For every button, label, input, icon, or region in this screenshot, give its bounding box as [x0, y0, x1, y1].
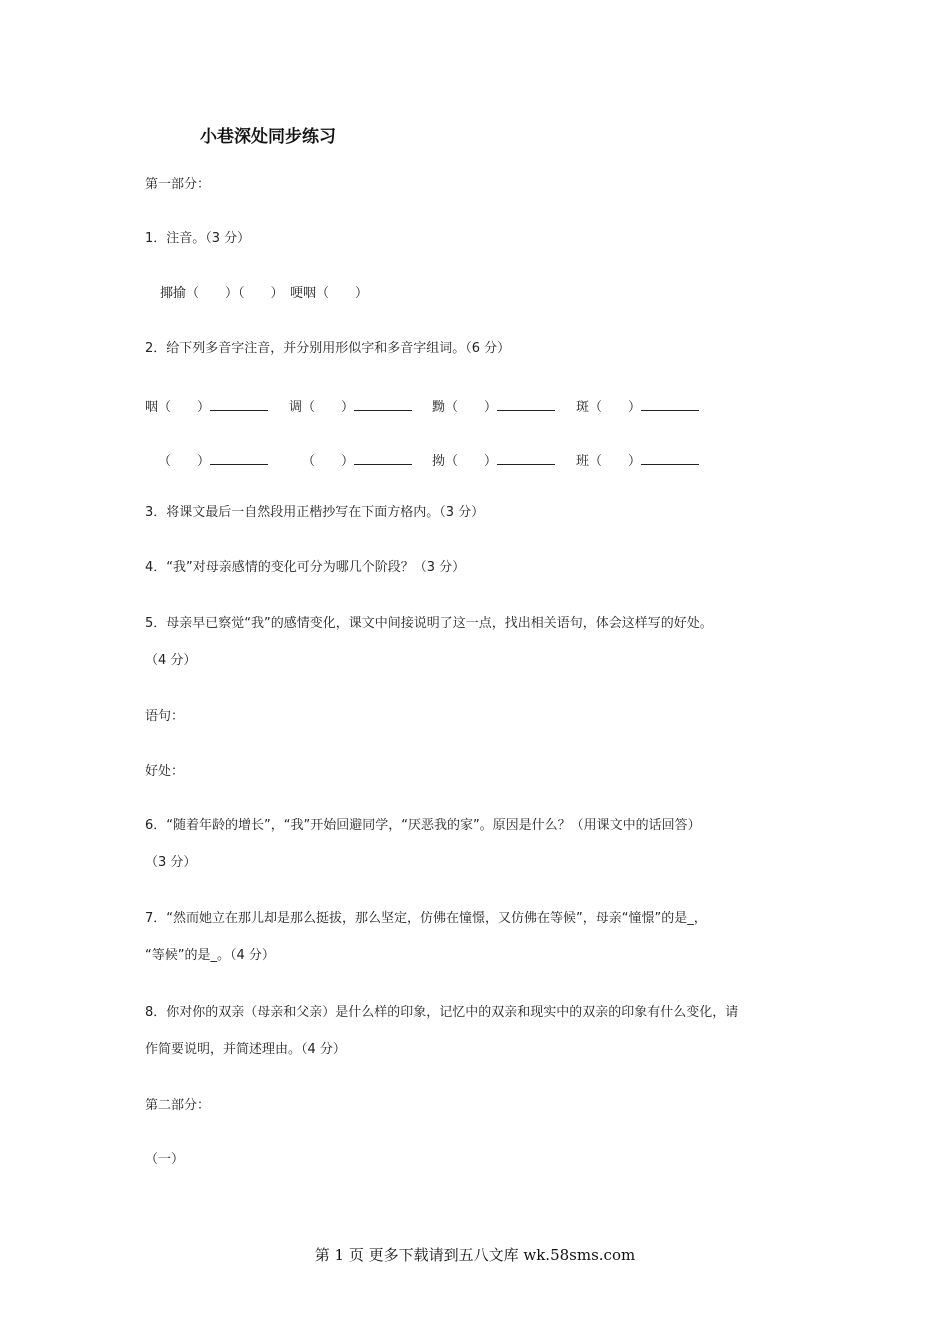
- part2-heading: 第二部分：: [145, 1098, 211, 1113]
- answer-blank[interactable]: [641, 450, 699, 465]
- question-2: 2．给下列多音字注音，并分别用形似字和多音字组词。（6 分）: [145, 341, 511, 356]
- answer-blank[interactable]: [641, 396, 699, 411]
- question-1-items: 揶揄（ ）（ ） 哽咽（ ）: [160, 286, 369, 301]
- answer-blank[interactable]: [497, 396, 555, 411]
- question-8-cont: 作简要说明，并简述理由。（4 分）: [145, 1042, 346, 1057]
- q2-row1-item: 黝（ ）: [432, 396, 555, 415]
- answer-blank[interactable]: [210, 450, 268, 465]
- subsection-1: （一）: [145, 1152, 185, 1167]
- benefit-label: 好处：: [145, 764, 185, 779]
- sentence-label: 语句：: [145, 709, 185, 724]
- question-7: 7．“然而她立在那儿却是那么挺拔，那么坚定，仿佛在憧憬，又仿佛在等候”，母亲“憧憬”的是_，: [145, 911, 707, 926]
- q2-row2-item: 拗（ ）: [432, 450, 555, 469]
- question-8: 8．你对你的双亲（母亲和父亲）是什么样的印象，记忆中的双亲和现实中的双亲的印象有什么变化，请: [145, 1005, 739, 1020]
- answer-blank[interactable]: [354, 396, 412, 411]
- question-6-points: （3 分）: [145, 855, 197, 870]
- question-5-points: （4 分）: [145, 653, 197, 668]
- question-6: 6．“随着年龄的增长”，“我”开始回避同学，“厌恶我的家”。原因是什么？（用课文中的话回答）: [145, 818, 701, 833]
- answer-blank[interactable]: [354, 450, 412, 465]
- answer-blank[interactable]: [210, 396, 268, 411]
- page-footer: 第 1 页 更多下载请到五八文库 wk.58sms.com: [314, 1246, 636, 1264]
- q2-row1-item: 斑（ ）: [576, 396, 699, 415]
- question-4: 4．“我”对母亲感情的变化可分为哪几个阶段？（3 分）: [145, 560, 466, 575]
- question-7-cont: “等候”的是_。（4 分）: [145, 948, 275, 963]
- question-5: 5．母亲早已察觉“我”的感情变化，课文中间接说明了这一点，找出相关语句，体会这样写的好处。: [145, 616, 713, 631]
- q2-row2-item: （ ）: [158, 450, 268, 469]
- question-3: 3．将课文最后一自然段用正楷抄写在下面方格内。（3 分）: [145, 505, 485, 520]
- q2-row1-item: 咽（ ）: [145, 396, 268, 415]
- page-title: 小巷深处同步练习: [200, 127, 336, 147]
- part1-heading: 第一部分：: [145, 177, 211, 192]
- q2-row2-item: 班（ ）: [576, 450, 699, 469]
- q2-row2-item: （ ）: [302, 450, 412, 469]
- question-1: 1．注音。（3 分）: [145, 231, 251, 246]
- q2-row1-item: 调（ ）: [289, 396, 412, 415]
- answer-blank[interactable]: [497, 450, 555, 465]
